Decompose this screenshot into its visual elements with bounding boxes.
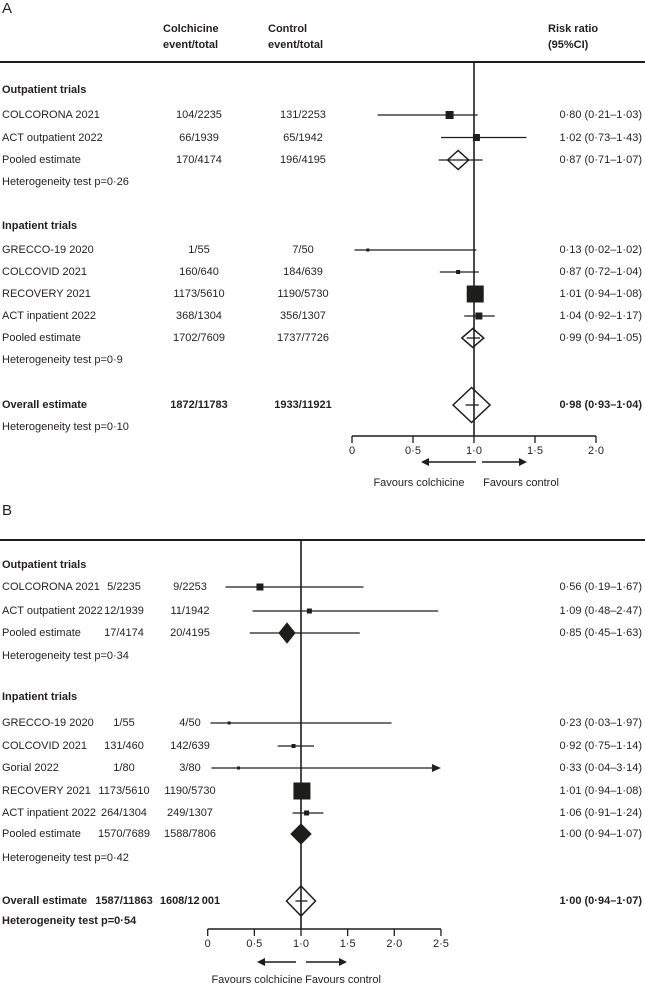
risk-ratio-value: 0·87 (0·72–1·04) xyxy=(559,266,642,278)
favours-left-arrowhead xyxy=(421,458,429,466)
point-estimate-square xyxy=(473,134,480,141)
panel-label-A: A xyxy=(2,0,13,17)
study-label: ACT inpatient 2022 xyxy=(2,310,96,322)
colchicine-event-total: 1/55 xyxy=(113,717,135,729)
section-title: Inpatient trials xyxy=(2,691,78,703)
favours-colchicine-label: Favours colchicine xyxy=(373,477,465,489)
overall-heterogeneity-test: Heterogeneity test p=0·54 xyxy=(2,915,137,927)
pooled-diamond-filled xyxy=(291,824,311,844)
overall-control-event-total: 1608/12 001 xyxy=(159,895,221,907)
colchicine-event-total: 170/4174 xyxy=(176,154,222,166)
control-event-total: 356/1307 xyxy=(280,310,326,322)
point-estimate-square xyxy=(456,270,460,274)
point-estimate-square xyxy=(293,783,310,800)
point-estimate-square xyxy=(292,744,296,748)
risk-ratio-value: 1·02 (0·73–1·43) xyxy=(559,131,642,144)
colchicine-event-total: 17/4174 xyxy=(104,627,144,639)
favours-left-arrowhead xyxy=(257,958,265,966)
study-label: ACT outpatient 2022 xyxy=(2,605,103,617)
section-title: Inpatient trials xyxy=(2,220,78,232)
colchicine-event-total: 1702/7609 xyxy=(173,332,225,344)
study-label: COLCORONA 2021 xyxy=(2,581,100,593)
overall-heterogeneity-test: Heterogeneity test p=0·10 xyxy=(2,421,129,433)
study-label: GRECCO-19 2020 xyxy=(2,244,94,256)
control-event-total: 1588/7806 xyxy=(164,828,216,840)
column-header-risk-ratio: (95%CI) xyxy=(548,39,589,51)
favours-colchicine-label: Favours colchicine xyxy=(211,974,303,986)
panel-top-rule xyxy=(0,539,645,541)
column-header-control: event/total xyxy=(268,39,324,51)
risk-ratio-value: 0·85 (0·45–1·63) xyxy=(559,627,642,639)
control-event-total: 3/80 xyxy=(179,762,201,774)
control-event-total: 9/2253 xyxy=(173,581,207,593)
point-estimate-square xyxy=(446,111,454,119)
x-axis-tick-label: 2·0 xyxy=(588,445,604,457)
pooled-diamond-open xyxy=(448,151,469,170)
risk-ratio-value: 1·01 (0·94–1·08) xyxy=(559,785,642,797)
x-axis-tick-label: 1·0 xyxy=(293,938,309,950)
study-label: GRECCO-19 2020 xyxy=(2,717,94,729)
risk-ratio-value: 0·87 (0·71–1·07) xyxy=(559,154,642,166)
panel-top-rule xyxy=(0,61,645,63)
overall-risk-ratio-value: 1·00 (0·94–1·07) xyxy=(559,895,642,907)
colchicine-event-total: 66/1939 xyxy=(179,131,219,144)
risk-ratio-value: 0·92 (0·75–1·14) xyxy=(559,740,642,752)
risk-ratio-value: 0·13 (0·02–1·02) xyxy=(559,244,642,256)
heterogeneity-test: Heterogeneity test p=0·9 xyxy=(2,354,123,366)
overall-risk-ratio-value: 0·98 (0·93–1·04) xyxy=(559,399,642,411)
x-axis-tick-label: 0 xyxy=(204,938,211,950)
overall-estimate-label: Overall estimate xyxy=(2,399,87,411)
ci-clip-arrowhead xyxy=(432,764,441,772)
control-event-total: 249/1307 xyxy=(167,807,213,819)
x-axis-tick-label: 2·0 xyxy=(386,938,403,950)
study-label: COLCORONA 2021 xyxy=(2,109,100,121)
colchicine-event-total: 131/460 xyxy=(104,740,144,752)
control-event-total: 184/639 xyxy=(283,266,323,278)
overall-estimate-label: Overall estimate xyxy=(2,895,87,907)
point-estimate-square xyxy=(366,249,369,252)
colchicine-event-total: 5/2235 xyxy=(107,581,141,593)
point-estimate-square xyxy=(304,811,309,816)
control-event-total: 196/4195 xyxy=(280,154,326,166)
column-header-colchicine: Colchicine xyxy=(163,23,219,35)
control-event-total: 11/1942 xyxy=(170,605,210,617)
column-header-risk-ratio: Risk ratio xyxy=(548,23,599,35)
panel-label-B: B xyxy=(2,502,13,519)
colchicine-event-total: 368/1304 xyxy=(176,310,222,322)
overall-colchicine-event-total: 1872/11783 xyxy=(170,399,228,411)
heterogeneity-test: Heterogeneity test p=0·34 xyxy=(2,650,129,662)
pooled-diamond-open xyxy=(453,388,490,423)
control-event-total: 20/4195 xyxy=(170,627,210,639)
risk-ratio-value: 1·09 (0·48–2·47) xyxy=(559,605,642,617)
control-event-total: 7/50 xyxy=(292,244,314,256)
risk-ratio-value: 0·23 (0·03–1·97) xyxy=(559,717,642,729)
colchicine-event-total: 1570/7689 xyxy=(98,828,150,840)
overall-colchicine-event-total: 1587/11863 xyxy=(95,895,153,907)
study-label: COLCOVID 2021 xyxy=(2,740,87,752)
study-label: Pooled estimate xyxy=(2,828,81,840)
study-label: ACT inpatient 2022 xyxy=(2,807,96,819)
heterogeneity-test: Heterogeneity test p=0·26 xyxy=(2,176,129,188)
study-label: COLCOVID 2021 xyxy=(2,266,87,278)
point-estimate-square xyxy=(256,584,263,591)
colchicine-event-total: 1173/5610 xyxy=(173,288,225,300)
x-axis-tick-label: 1·0 xyxy=(466,445,482,457)
x-axis-tick-label: 0·5 xyxy=(246,938,263,950)
colchicine-event-total: 264/1304 xyxy=(101,807,147,819)
favours-right-arrowhead xyxy=(519,458,527,466)
x-axis-tick-label: 2·5 xyxy=(432,938,449,950)
colchicine-event-total: 1/55 xyxy=(188,244,210,256)
colchicine-event-total: 160/640 xyxy=(179,266,219,278)
control-event-total: 142/639 xyxy=(170,740,210,752)
pooled-diamond-open xyxy=(462,329,484,348)
control-event-total: 4/50 xyxy=(179,717,201,729)
column-header-control: Control xyxy=(268,23,308,35)
colchicine-event-total: 1/80 xyxy=(113,762,135,774)
study-label: Pooled estimate xyxy=(2,154,81,166)
study-label: RECOVERY 2021 xyxy=(2,785,91,797)
x-axis-tick-label: 0 xyxy=(348,445,356,457)
study-label: RECOVERY 2021 xyxy=(2,288,91,300)
control-event-total: 1190/5730 xyxy=(277,288,329,300)
x-axis-tick-label: 0·5 xyxy=(405,445,421,457)
heterogeneity-test: Heterogeneity test p=0·42 xyxy=(2,852,129,864)
control-event-total: 1737/7726 xyxy=(277,332,329,344)
point-estimate-square xyxy=(467,286,484,303)
risk-ratio-value: 1·00 (0·94–1·07) xyxy=(559,828,642,840)
control-event-total: 131/2253 xyxy=(280,109,326,121)
risk-ratio-value: 1·01 (0·94–1·08) xyxy=(559,288,642,300)
section-title: Outpatient trials xyxy=(2,84,87,96)
section-title: Outpatient trials xyxy=(2,559,87,571)
x-axis-tick-label: 1·5 xyxy=(339,938,356,950)
risk-ratio-value: 0·33 (0·04–3·14) xyxy=(559,762,642,774)
study-label: Pooled estimate xyxy=(2,332,81,344)
control-event-total: 1190/5730 xyxy=(164,785,216,797)
risk-ratio-value: 1·04 (0·92–1·17) xyxy=(559,310,642,322)
colchicine-event-total: 12/1939 xyxy=(104,605,144,617)
colchicine-event-total: 104/2235 xyxy=(176,109,222,121)
control-event-total: 65/1942 xyxy=(283,131,323,144)
study-label: Gorial 2022 xyxy=(2,762,59,774)
risk-ratio-value: 0·56 (0·19–1·67) xyxy=(559,581,642,593)
overall-control-event-total: 1933/11921 xyxy=(274,399,332,411)
point-estimate-square xyxy=(475,313,482,320)
favours-control-label: Favours control xyxy=(483,477,559,489)
pooled-diamond-open xyxy=(287,886,316,916)
column-header-colchicine: event/total xyxy=(163,39,219,51)
study-label: Pooled estimate xyxy=(2,627,81,639)
x-axis-tick-label: 1·5 xyxy=(527,445,543,457)
risk-ratio-value: 0·80 (0·21–1·03) xyxy=(559,109,642,121)
favours-control-label: Favours control xyxy=(305,974,381,986)
pooled-diamond-filled xyxy=(279,623,295,643)
colchicine-event-total: 1173/5610 xyxy=(98,785,150,797)
risk-ratio-value: 1·06 (0·91–1·24) xyxy=(559,807,642,819)
study-label: ACT outpatient 2022 xyxy=(2,131,103,144)
point-estimate-square xyxy=(307,609,312,614)
risk-ratio-value: 0·99 (0·94–1·05) xyxy=(559,332,642,344)
favours-right-arrowhead xyxy=(339,958,347,966)
